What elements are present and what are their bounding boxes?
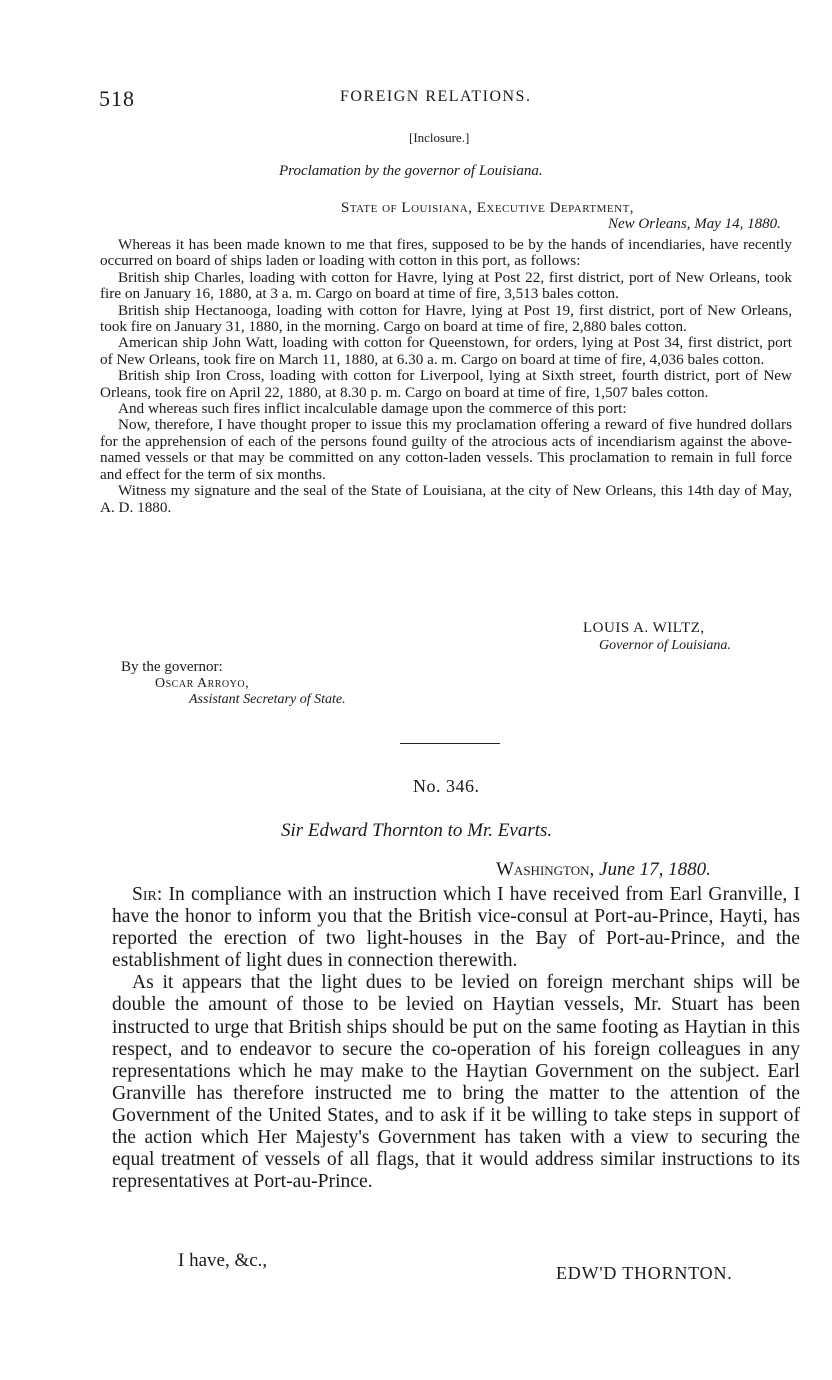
attest-name: Oscar Arroyo, (155, 676, 250, 691)
letter-title: Sir Edward Thornton to Mr. Evarts. (281, 820, 553, 841)
proclamation-paragraph: Witness my signature and the seal of the State of Louisiana, at the city of New Orleans, this 14th day of May, A. D. 1880. (100, 482, 792, 516)
proclamation-title: Proclamation by the governor of Louisiana. (279, 163, 543, 179)
attest-label: By the governor: (121, 659, 223, 675)
running-title: FOREIGN RELATIONS. (340, 88, 532, 105)
proclamation-dateline-date: New Orleans, May 14, 1880. (608, 216, 781, 232)
proclamation-paragraph: And whereas such fires inflict incalculable damage upon the commerce of this port: (118, 400, 627, 418)
letter-dateline-place: Washington, (496, 859, 595, 880)
governor-signature-name: LOUIS A. WILTZ, (583, 620, 705, 636)
document-number: No. 346. (413, 776, 480, 796)
attest-title: Assistant Secretary of State. (189, 692, 346, 707)
page-number: 518 (99, 86, 135, 111)
letter-dateline-date: June 17, 1880. (599, 859, 711, 880)
letter-dateline (496, 859, 711, 881)
inclosure-label: [Inclosure.] (409, 130, 470, 145)
letter-paragraph: As it appears that the light dues to be levied on foreign merchant ships will be double the amount of those to be levied on Haytian vessels, Mr. Stuart has been instructed to urge that British ships should be put on the same footing as Haytian in this respect, and to endeavor to secure the co-operation of his foreign colleagues in any representations which he may make to the Haytian Government on the subject. Earl Granville has therefore instructed me to bring the matter to the attention of the Government of the United States, and to ask if it be willing to take steps in support of the action which Her Majesty's Government has taken with a view to securing the equal treatment of vessels of all flags, that it would address similar instructions to its representatives at Port-au-Prince. (112, 972, 800, 1193)
proclamation-paragraph: Whereas it has been made known to me that fires, supposed to be by the hands of incendiaries, have recently occurred on board of ships laden or loading with cotton in this port, as follows: (100, 236, 792, 270)
proclamation-paragraph: British ship Charles, loading with cotton for Havre, lying at Post 22, first district, port of New Orleans, took fire on January 16, 1880, at 3 a. m. Cargo on board at time of fire, 3,513 bales cotton. (100, 268, 792, 303)
salutation: Sir: (132, 884, 163, 905)
section-divider (400, 743, 500, 744)
proclamation-dateline-place: State of Louisiana, Executive Department, (341, 200, 635, 216)
letter-closing: I have, &c., (178, 1250, 268, 1271)
proclamation-body (100, 237, 792, 516)
proclamation-paragraph: Now, therefore, I have thought proper to issue this my proclamation offering a reward of five hundred dollars for the apprehension of each of the persons found guilty of the atrocious acts of incendiarism against the above-named vessels or that may be committed on any cotton-laden vessels. This proclamation to remain in full force and effect for the term of six months. (100, 416, 792, 483)
proclamation-paragraph: American ship John Watt, loading with cotton for Queenstown, for orders, lying at Post 34, first district, port of New Orleans, took fire on March 11, 1880, at 6.30 a. m. Cargo on board at time of fire, 4,036 bales cotton. (100, 334, 792, 368)
proclamation-paragraph: British ship Hectanooga, loading with cotton for Havre, lying at Post 19, first district, port of New Orleans, took fire on January 31, 1880, in the morning. Cargo on board at time of fire, 2,880 bales cotton. (100, 301, 792, 336)
governor-signature-title: Governor of Louisiana. (599, 638, 731, 653)
letter-signature: EDW'D THORNTON. (556, 1263, 733, 1283)
letter-body (112, 884, 800, 1193)
proclamation-paragraph: British ship Iron Cross, loading with cotton for Liverpool, lying at Sixth street, fourth district, port of New Orleans, took fire on April 22, 1880, at 8.30 p. m. Cargo on board at time of fire, 1,507 bales cotton. (100, 367, 792, 401)
letter-paragraph: Sir: In compliance with an instruction which I have received from Earl Granville, I have the honor to inform you that the British vice-consul at Port-au-Prince, Hayti, has reported the erection of two light-houses in the Bay of Port-au-Prince, and the establishment of light dues in connection therewith. (112, 884, 800, 972)
